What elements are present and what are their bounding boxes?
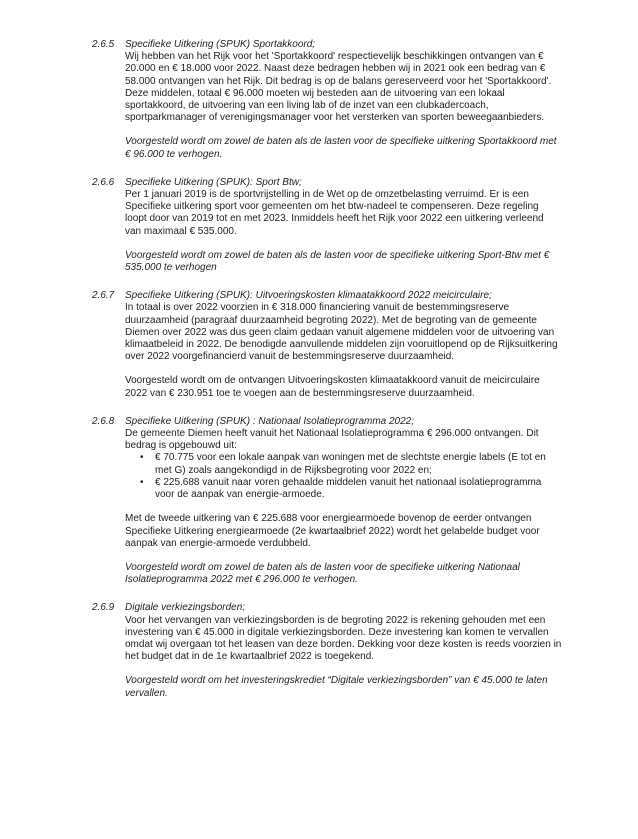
section-title: Specifieke Uitkering (SPUK): Sport Btw; — [125, 176, 302, 188]
section-title: Digitale verkiezingsborden; — [125, 602, 246, 614]
section-title: Specifieke Uitkering (SPUK) : Nationaal Isolatieprogramma 2022; — [125, 415, 415, 427]
paragraph: De gemeente Diemen heeft vanuit het Nationaal Isolatieprogramma € 296.000 ontvangen. Dit bedrag is opgebouwd uit: — [125, 428, 539, 452]
section-content — [125, 177, 562, 274]
section-title: Specifieke Uitkering (SPUK) Sportakkoord; — [125, 39, 316, 50]
section-2-6-8 — [92, 416, 562, 586]
section-number: 2.6.8 — [92, 415, 115, 427]
bullet-icon: • — [140, 476, 144, 488]
section-number: 2.6.6 — [92, 176, 115, 188]
proposal-paragraph: Voorgesteld wordt om het investeringskrediet “Digitale verkiezingsborden” van € 45.000 te laten vervallen. — [125, 675, 548, 699]
section-number: 2.6.5 — [92, 39, 115, 50]
section-content — [125, 290, 562, 400]
section-2-6-5 — [92, 39, 562, 161]
section-2-6-9 — [92, 602, 562, 699]
proposal-paragraph: Voorgesteld wordt om zowel de baten als de lasten voor de specifieke uitkering Sportakkoord met € 96.000 te verhogen. — [125, 136, 557, 160]
document-body — [92, 39, 562, 716]
paragraph: Met de tweede uitkering van € 225.688 voor energiearmoede bovenop de eerder ontvangen Specifieke Uitkering energiearmoede (2e kwartaalbrief 2022) wordt het gelabelde budget voor aanpak van energie-armoede verdubbeld. — [125, 513, 540, 549]
proposal-paragraph: Voorgesteld wordt om zowel de baten als de lasten voor de specifieke uitkering Nationaal Isolatieprogramma 2022 met € 296.000 te verhogen. — [125, 561, 520, 586]
bullet-icon: • — [140, 452, 144, 464]
section-2-6-7 — [92, 290, 562, 400]
section-2-6-6 — [92, 177, 562, 274]
section-content — [125, 602, 562, 699]
bullet-item — [140, 477, 562, 501]
bullet-text: € 70.775 voor een lokale aanpak van woningen met de slechtste energie labels (E tot en met G) zoals aangekondigd in de Rijksbegroting voor 2022 en; — [155, 452, 546, 476]
paragraph: Voor het vervangen van verkiezingsborden is de begroting 2022 is rekening gehouden met een investering van € 45.000 in digitale verkiezingsborden. Deze investering kan komen te vervallen omdat wij overgaan tot het leasen van deze borden. Dekking voor deze kosten is reeds voorzien in het budget dat in de 1e kwartaalbrief 2022 is toegekend. — [125, 614, 562, 663]
proposal-paragraph: Voorgesteld wordt om de ontvangen Uitvoeringskosten klimaatakkoord vanuit de meicirculaire 2022 van € 230.951 toe te voegen aan de bestemmingsreserve duurzaamheid. — [125, 375, 540, 399]
bullet-item — [140, 452, 562, 476]
paragraph: Wij hebben van het Rijk voor het 'Sportakkoord' respectievelijk beschikkingen ontvangen van € 20.000 en € 18.000 voor 2022. Naast deze bedragen hebben wij in 2021 ook een bedrag van € 58.000 ontvangen van het Rijk. Dit bedrag is op de balans gereserveerd voor het 'Sportakkoord'. Deze middelen, totaal € 96.000 moeten wij besteden aan de uitvoering van een lokaal sportakkoord, de uitvoering van een living lab of de inzet van een clubkadercoach, sportparkmanager of verenigingsmanager voor het versterken van sporten beweegaanbieders. — [125, 51, 552, 124]
section-number: 2.6.7 — [92, 290, 115, 302]
section-content — [125, 416, 562, 586]
section-content — [125, 39, 562, 161]
section-number: 2.6.9 — [92, 602, 115, 614]
section-title: Specifieke Uitkering (SPUK): Uitvoeringskosten klimaatakkoord 2022 meicirculaire; — [125, 290, 492, 302]
paragraph: In totaal is over 2022 voorzien in € 318.000 financiering vanuit de bestemmingsreserve duurzaamheid (paragraaf duurzaamheid begroting 2022). Met de begroting van de gemeente Diemen over 2022 was dus geen claim gedaan vanuit algemene middelen voor de uitvoering van klimaatbeleid in 2022. De benodigde aanvullende middelen zijn vooruitlopend op de Rijksuitkering over 2022 voorgefinancierd vanuit de bestemmingsreserve duurzaamheid. — [125, 302, 558, 363]
bullet-text: € 225.688 vanuit naar voren gehaalde middelen vanuit het nationaal isolatieprogramma voor de aanpak van energie-armoede. — [155, 476, 542, 501]
paragraph: Per 1 januari 2019 is de sportvrijstelling in de Wet op de omzetbelasting verruimd. Er is een Specifieke uitkering sport voor gemeenten om het btw-nadeel te compenseren. Deze regeling loopt door van 2019 tot en met 2023. Inmiddels heeft het Rijk voor 2022 een uitkering verleend van maximaal € 535.000. — [125, 189, 544, 237]
proposal-paragraph: Voorgesteld wordt om zowel de baten als de lasten voor de specifieke uitkering Sport-Btw met € 535.000 te verhogen — [125, 249, 550, 274]
bullet-list — [125, 452, 562, 501]
